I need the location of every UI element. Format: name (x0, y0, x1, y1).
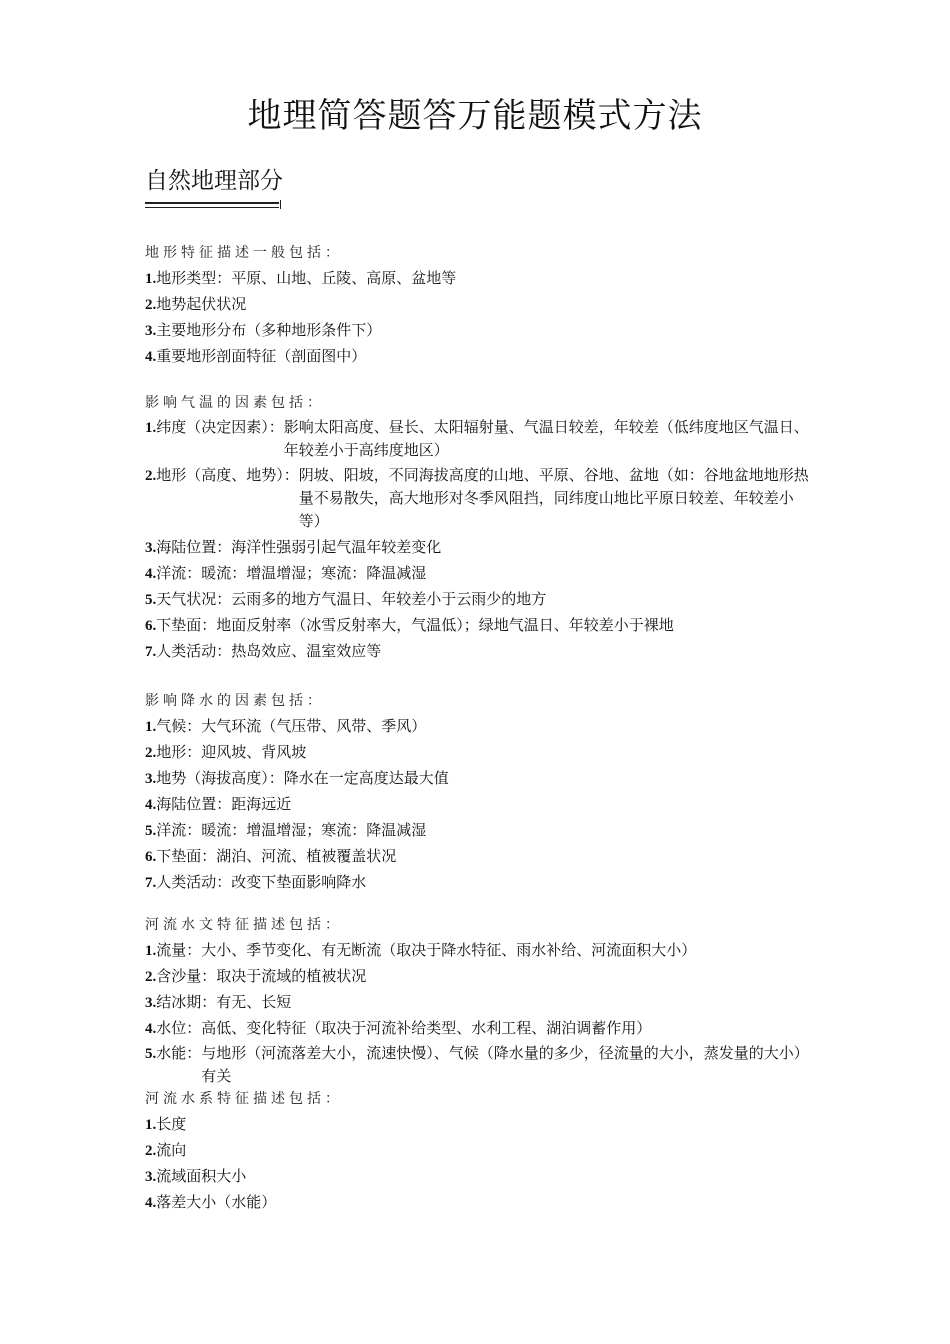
list-item: 3.地势（海拔高度）：降水在一定高度达最大值 (145, 769, 449, 787)
precipitation-list (145, 714, 810, 896)
page-title: 地理简答题答万能题模式方法 (247, 96, 703, 136)
block-title-precipitation: 影响降水的因素包括： (145, 693, 325, 709)
block-title-landform: 地形特征描述一般包括： (145, 245, 343, 261)
river-system-list (145, 1112, 810, 1216)
list-item: 4.洋流：暖流：增温增湿；寒流：降温减湿 (145, 564, 427, 582)
list-item: 4.海陆位置：距海远近 (145, 795, 292, 813)
block-title-river-system: 河流水系特征描述包括： (145, 1091, 343, 1107)
list-item: 2.地形：迎风坡、背风坡 (145, 743, 307, 761)
list-item: 1.流量：大小、季节变化、有无断流（取决于降水特征、雨水补给、河流面积大小） (145, 941, 697, 959)
list-item: 6.下垫面：湖泊、河流、植被覆盖状况 (145, 847, 397, 865)
temperature-list (145, 416, 810, 665)
list-item: 2.地势起伏状况 (145, 295, 247, 313)
list-item: 3.海陆位置：海洋性强弱引起气温年较差变化 (145, 538, 442, 556)
list-item: 1.气候：大气环流（气压带、风带、季风） (145, 717, 427, 735)
list-item: 4.落差大小（水能） (145, 1193, 277, 1211)
list-item: 4.水位：高低、变化特征（取决于河流补给类型、水利工程、湖泊调蓄作用） (145, 1019, 652, 1037)
list-item: 4.重要地形剖面特征（剖面图中） (145, 347, 367, 365)
list-item: 1.纬度（决定因素）： 影响太阳高度、昼长、太阳辐射量、气温日较差，年较差（低纬度地区气温日、年较差小于高纬度地区） (145, 418, 809, 459)
list-item: 3.流域面积大小 (145, 1167, 247, 1185)
landform-list (145, 266, 810, 370)
list-item: 3.结冰期：有无、长短 (145, 993, 292, 1011)
list-item: 7.人类活动：改变下垫面影响降水 (145, 873, 367, 891)
list-item: 5.天气状况：云雨多的地方气温日、年较差小于云雨少的地方 (145, 590, 547, 608)
list-item: 1.长度 (145, 1115, 187, 1133)
heading-underline (145, 202, 279, 208)
list-item: 2.流向 (145, 1141, 187, 1159)
section-heading: 自然地理部分 (145, 168, 283, 194)
list-item: 5.水能： 与地形（河流落差大小，流速快慢）、气候（降水量的多少，径流量的大小，蒸发量的大小）有关 (145, 1044, 809, 1085)
list-item: 6.下垫面：地面反射率（冰雪反射率大，气温低）；绿地气温日、年较差小于裸地 (145, 616, 674, 634)
list-item: 1.地形类型：平原、山地、丘陵、高原、盆地等 (145, 269, 457, 287)
block-title-hydrology: 河流水文特征描述包括： (145, 917, 343, 933)
list-item: 3.主要地形分布（多种地形条件下） (145, 321, 382, 339)
list-item: 7.人类活动：热岛效应、温室效应等 (145, 642, 382, 660)
list-item: 2.含沙量：取决于流域的植被状况 (145, 967, 367, 985)
list-item: 2.地形（高度、地势）： 阴坡、阳坡，不同海拔高度的山地、平原、谷地、盆地（如：谷地盆地地形热量不易散失，高大地形对冬季风阻挡，同纬度山地比平原日较差、年较差小等） (145, 466, 809, 530)
block-title-temperature: 影响气温的因素包括： (145, 395, 325, 411)
list-item: 5.洋流：暖流：增温增湿；寒流：降温减湿 (145, 821, 427, 839)
hydrology-list (145, 938, 810, 1090)
